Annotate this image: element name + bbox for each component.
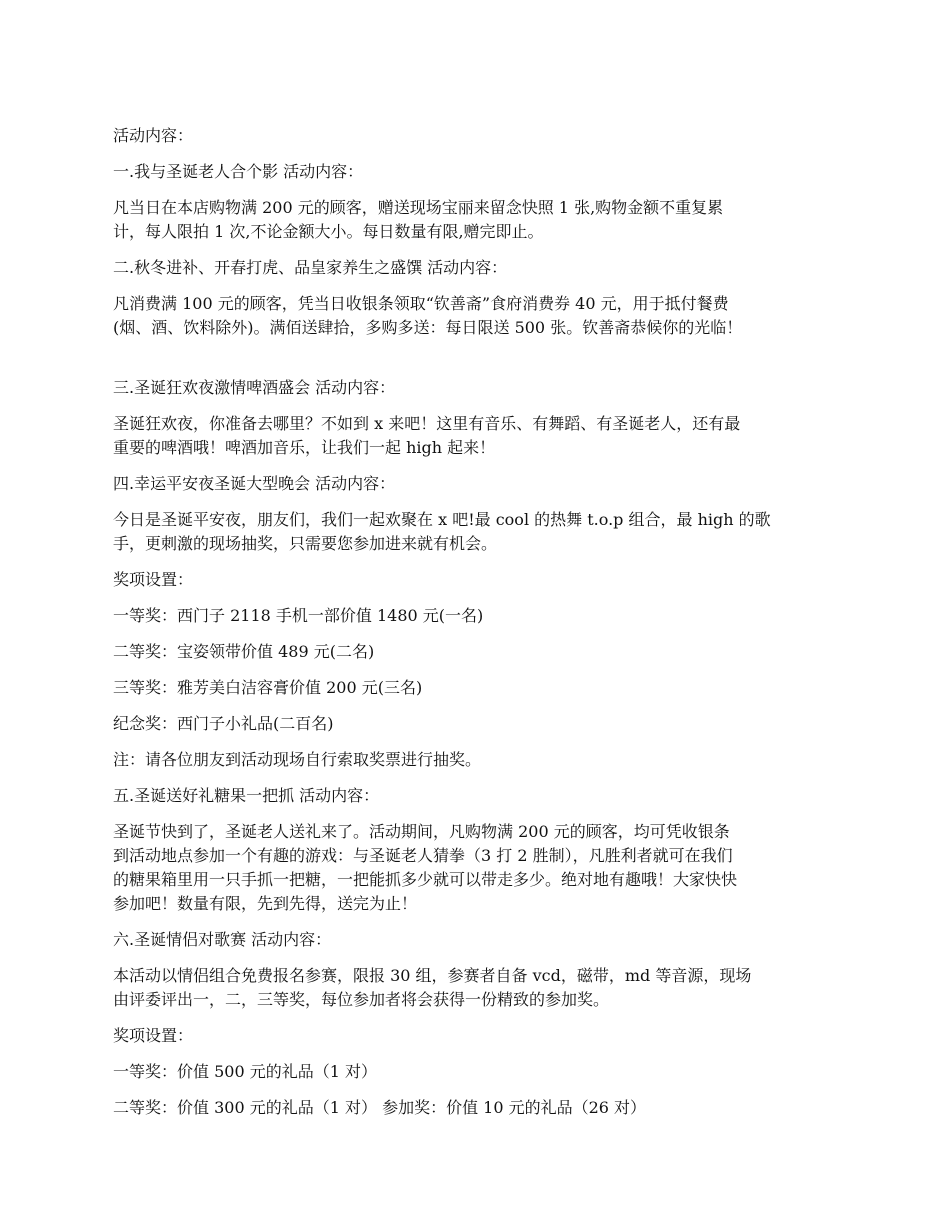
prize-heading: 奖项设置： — [113, 570, 194, 589]
body-paragraph: 圣诞节快到了，圣诞老人送礼来了。活动期间，凡购物满 200 元的顾客，均可凭收银条 到活动地点参加一个有趣的游戏：与圣诞老人猜拳（3 打 2 胜制），凡胜利者就可在我们 的糖果箱里用一只手抓一把糖，一把能抓多少就可以带走多少。绝对地有趣哦！大家快快 参加吧！数量有限，先到先得，送完为止！ — [113, 822, 738, 913]
section-heading: 活动内容： — [113, 126, 194, 145]
section-heading: 六.圣诞情侣对歌赛 活动内容： — [113, 930, 332, 949]
body-paragraph: 圣诞狂欢夜，你准备去哪里？不如到 x 来吧！这里有音乐、有舞蹈、有圣诞老人，还有最 重要的啤酒哦！啤酒加音乐，让我们一起 high 起来！ — [113, 414, 741, 457]
prize-item: 一等奖：价值 500 元的礼品（1 对） — [113, 1062, 377, 1081]
body-paragraph: 本活动以情侣组合免费报名参赛，限报 30 组，参赛者自备 vcd，磁带，md 等音源，现场 由评委评出一，二，三等奖，每位参加者将会获得一份精致的参加奖。 — [113, 966, 752, 1009]
prize-item: 三等奖：雅芳美白洁容膏价值 200 元(三名) — [113, 678, 423, 697]
paragraph-spacer — [113, 352, 841, 376]
section-heading: 二.秋冬进补、开春打虎、品皇家养生之盛馔 活动内容： — [113, 258, 508, 277]
prize-item: 二等奖：价值 300 元的礼品（1 对） 参加奖：价值 10 元的礼品（26 对） — [113, 1098, 647, 1117]
section-heading: 三.圣诞狂欢夜激情啤酒盛会 活动内容： — [113, 378, 396, 397]
body-paragraph: 凡消费满 100 元的顾客，凭当日收银条领取“钦善斋”食府消费券 40 元，用于抵付餐费 (烟、酒、饮料除外)。满佰送肆拾，多购多送：每日限送 500 张。钦善斋恭候你的光临！ — [113, 294, 743, 337]
section-heading: 一.我与圣诞老人合个影 活动内容： — [113, 162, 364, 181]
prize-heading: 奖项设置： — [113, 1026, 194, 1045]
note-paragraph: 注：请各位朋友到活动现场自行索取奖票进行抽奖。 — [113, 750, 482, 769]
body-paragraph: 今日是圣诞平安夜，朋友们，我们一起欢聚在 x 吧!最 cool 的热舞 t.o.p 组合，最 high 的歌 手，更刺激的现场抽奖，只需要您参加进来就有机会。 — [113, 510, 771, 553]
prize-item: 一等奖：西门子 2118 手机一部价值 1480 元(一名) — [113, 606, 484, 625]
body-paragraph: 凡当日在本店购物满 200 元的顾客，赠送现场宝丽来留念快照 1 张,购物金额不重复累 计，每人限拍 1 次,不论金额大小。每日数量有限,赠完即止。 — [113, 198, 724, 241]
document-body — [113, 124, 841, 1132]
section-heading: 五.圣诞送好礼糖果一把抓 活动内容： — [113, 786, 380, 805]
section-heading: 四.幸运平安夜圣诞大型晚会 活动内容： — [113, 474, 396, 493]
prize-item: 二等奖：宝姿领带价值 489 元(二名) — [113, 642, 375, 661]
prize-item: 纪念奖：西门子小礼品(二百名) — [113, 714, 334, 733]
